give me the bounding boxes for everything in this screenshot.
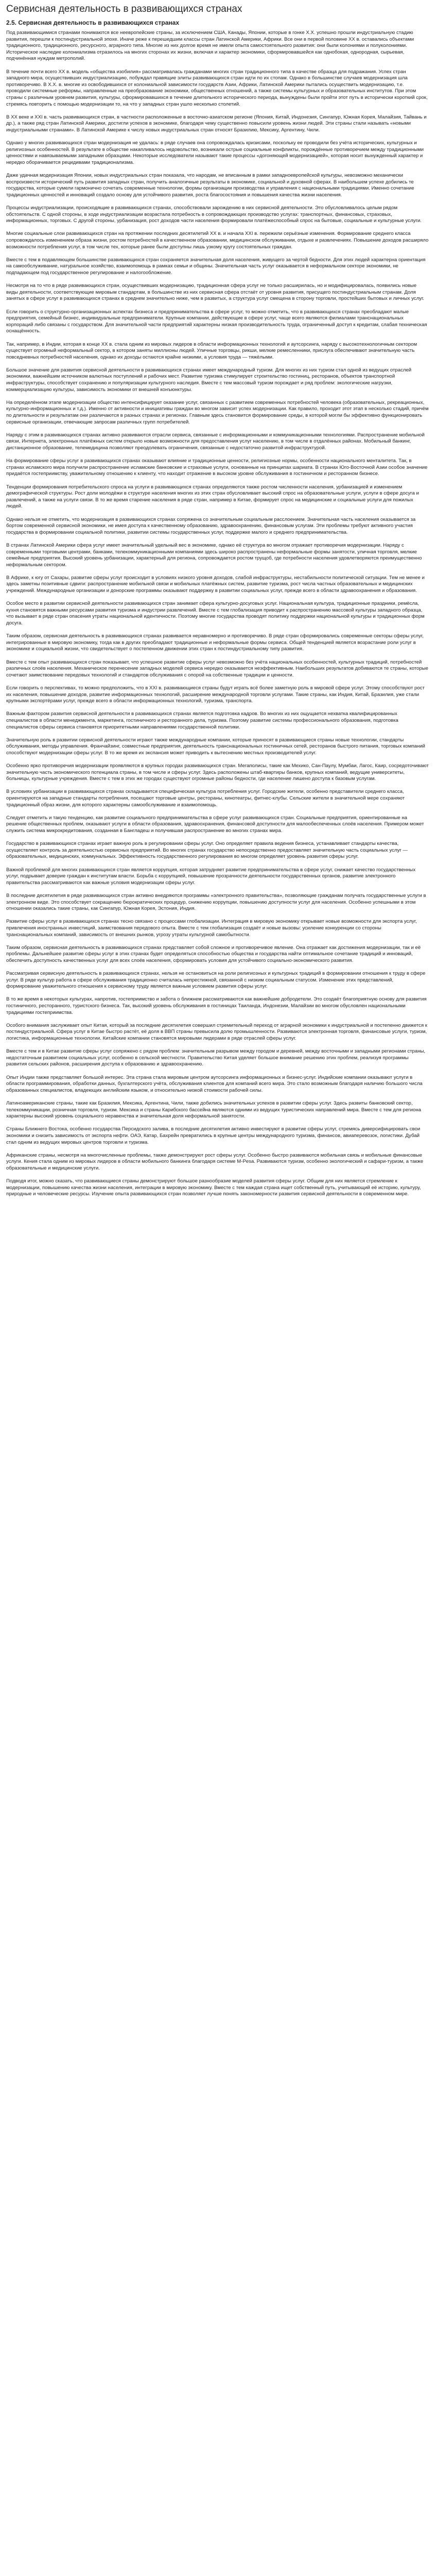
body-paragraph: Процессы индустриализации, происходящие в развивающихся странах, способствовали зарождению в них сервисной деятельности. Это обусловливалось целым рядом обстоятельств. С одной стороны, в ходе индустриализации возрастала потребность в сопровождающих производство услугах: транспортных, финансовых, страховых, информационных, торговых. С другой стороны, урбанизация, рост доходов части населения формировали платёжеспособный спрос на бытовые, социальные и культурные услуги.: [6, 205, 422, 224]
body-paragraph: Рассматривая сервисную деятельность в развивающихся странах, нельзя не остановиться на роли религиозных и культурных традиций в формировании отношения к труду в сфере услуг. В ряде культур работа в сфере обслуживания традиционно считалась непрестижной, связанной с низким социальным статусом. Изменение этих представлений, формирование уважительного отношения к сервисному труду является важным условием развития сферы услуг.: [6, 971, 426, 990]
body-paragraph: В последние десятилетия в ряде развивающихся стран активно внедряются программы «электронного правительства», позволяющие гражданам получать государственные услуги в электронном виде. Это способствует сокращению бюрократических процедур, снижению коррупции, повышению доступности услуг для населения. Особенно успешными в этом отношении оказались такие страны, как Сингапур, Южная Корея, Эстония, Индия.: [6, 892, 426, 912]
body-paragraph: Африканские страны, несмотря на многочисленные проблемы, также демонстрируют рост сферы услуг. Особенно быстро развиваются мобильная связь и мобильные финансовые услуги. Кения стала одним из мировых лидеров в области мобильного банкинга благодаря системе M-Pesa. Развиваются туризм, особенно экологический и сафари-туризм, а также образовательные и медицинские услуги.: [6, 1152, 424, 1171]
body-paragraph: Вместе с тем в подавляющем большинстве развивающихся стран сохраняется значительная доля населения, живущего за чертой бедности. Для этих людей характерна ориентация на самообслуживание, натуральное хозяйство, взаимопомощь в рамках семьи и общины. Значительная часть услуг оказывается в неформальном секторе экономики, не подпадающем под государственное регулирование и налогообложение.: [6, 257, 426, 276]
body-paragraph: Если говорить о перспективах, то можно предположить, что в XXI в. развивающиеся страны будут играть всё более заметную роль в мировой сфере услуг. Этому способствуют рост их населения, повышение доходов, развитие информационных технологий, расширение международной торговли услугами. Такие страны, как Индия, Китай, Бразилия, уже стали крупными экспортёрами услуг, прежде всего в области информационных технологий, туризма, транспорта.: [6, 685, 425, 704]
section-heading: 2.5. Сервисная деятельность в развивающихся странах: [6, 19, 179, 26]
body-paragraph: Вместе с тем и в Китае развитие сферы услуг сопряжено с рядом проблем: значительным разрывом между городом и деревней, между восточными и западными регионами страны, недостаточным развитием социальных услуг, особенно в сельской местности. Правительство Китая уделяет большое внимание решению этих проблем, реализуя программы развития сельских районов, расширения доступа к образованию и здравоохранению.: [6, 1048, 426, 1067]
body-paragraph: Тенденции формирования потребительского спроса на услуги в развивающихся странах определяются также ростом численности населения, урбанизацией и изменением демографической структуры. Рост доли молодёжи в структуре населения многих из этих стран обусловливает высокий спрос на образовательные услуги, услуги в сфере досуга и развлечений, а также на услуги связи. В то же время старение населения в ряде стран, например в Китае, формирует спрос на медицинские и социальные услуги для пожилых людей.: [6, 484, 419, 510]
body-paragraph: Следует отметить и такую тенденцию, как развитие социального предпринимательства в сфере услуг развивающихся стран. Социальные предприятия, ориентированные на решение общественных проблем, оказывают услуги в области образования, здравоохранения, финансовой доступности для малообеспеченных слоёв населения. Примером может служить система микрокредитования, созданная в Бангладеш и получившая распространение во многих странах мира.: [6, 815, 424, 834]
body-paragraph: Если говорить о структурно-организационных аспектах бизнеса и предпринимательства в сфере услуг, то можно отметить, что в развивающихся странах преобладают малые предприятия, семейный бизнес, индивидуальные предприниматели. Крупные компании, действующие в сфере услуг, чаще всего являются филиалами транснациональных корпораций либо связаны с государством. Для значительной части предприятий характерны низкая производительность труда, ограниченный доступ к кредитам, слабая техническая оснащённость.: [6, 309, 427, 334]
body-paragraph: В условиях урбанизации в развивающихся странах складывается специфическая культура потребления услуг. Городские жители, особенно представители среднего класса, ориентируются на западные стандарты потребления, посещают торговые центры, рестораны, кинотеатры, фитнес-клубы. Сельские жители в значительной мере сохраняют традиционный образ жизни, для которого характерны самообслуживание и взаимопомощь.: [6, 789, 405, 808]
body-paragraph: В то же время в некоторых культурах, напротив, гостеприимство и забота о ближнем рассматриваются как важнейшие добродетели. Это создаёт благоприятную основу для развития гостиничного, ресторанного, туристского бизнеса. Так, высокий уровень обслуживания в гостиницах Таиланда, Индонезии, Малайзии во многом обусловлен национальными традициями гостеприимства.: [6, 996, 427, 1015]
article-body: [6, 30, 429, 1198]
body-paragraph: Таким образом, сервисная деятельность в развивающихся странах представляет собой сложное и противоречивое явление. Она отражает как достижения модернизации, так и её проблемы. Дальнейшее развитие сферы услуг в этих странах будет определяться способностью общества и государства найти оптимальное сочетание традиций и инноваций, обеспечить доступность качественных услуг для всех слоёв населения, сформировать условия для устойчивого социально-экономического развития.: [6, 944, 421, 963]
body-paragraph: На формирование сферы услуг в развивающихся странах оказывают влияние и традиционные ценности, религиозные нормы, особенности национального менталитета. Так, в странах исламского мира получили распространение исламские банковские и страховые услуги, основанные на принципах шариата. В странах Юго-Восточной Азии особое значение придаётся гостеприимству, уважительному отношению к клиенту, что находит отражение в высоком уровне обслуживания в гостиничном и ресторанном бизнесе.: [6, 458, 428, 477]
body-paragraph: Даже удачная модернизация Японии, новых индустриальных стран показала, что народам, не вписанным в рамки западноевропейской культуры, невозможно механически воспроизвести исторический путь развития западных стран, получить аналогичные результаты в экономике, социальной и духовной сферах. В наибольшем успехе добились те государства, которые сумели гармонично сочетать современные технологии, формы организации производства и управления с национальными традициями. Именно сочетание традиционных ценностей и инноваций создало основу для устойчивого развития, роста благосостояния и повышения качества жизни населения.: [6, 173, 414, 198]
body-paragraph: На определённом этапе модернизации общество интенсифицирует оказание услуг, связанных с развитием современных потребностей человека (образовательных, рекреационных, культурно-информационных и т.д.). Именно от активности и инициативы граждан во многом зависит успех модернизации. Как правило, проходит этот этап в несколько стадий, причём по длительности и результатам они различаются в разных странах и регионах. Главным здесь становится формирование среды, в которой могли бы эффективно функционировать сервисные организации, отвечающие запросам различных групп потребителей.: [6, 399, 429, 425]
body-paragraph: Наряду с этим в развивающихся странах активно развиваются отрасли сервиса, связанные с информационными и коммуникационными технологиями. Распространение мобильной связи, Интернета, электронных платёжных систем открыло новые возможности для предоставления услуг населению, в том числе в отдалённых районах. Мобильный банкинг, дистанционное образование, телемедицина позволяют преодолевать ограничения, связанные с недостаточно развитой инфраструктурой.: [6, 432, 425, 451]
body-paragraph: В ХХ веке и ХХI в. часть развивающихся стран, в частности расположенные в восточно-азиатском регионе (Япония, Китай, Индонезия, Сингапур, Южная Корея, Малайзия, Тайвань и др.), а также ряд стран Латинской Америки, достигли успехов в экономике, благодаря чему существенно повысили уровень жизни людей. Эти страны стали называть «новыми индустриальными странами». В Латинской Америке к числу новых индустриальных стран относят Бразилию, Мексику, Аргентину, Чили.: [6, 114, 427, 133]
body-paragraph: Таким образом, сервисная деятельность в развивающихся странах развивается неравномерно и противоречиво. В ряде стран сформировались современные секторы сферы услуг, интегрированные в мировую экономику, тогда как в других преобладают традиционные и неформальные формы сервиса. Общей тенденцией является возрастание роли услуг в экономике и социальной жизни, что свидетельствует о постепенном движении этих стран к постиндустриальному типу развития.: [6, 633, 424, 652]
body-paragraph: В Африке, к югу от Сахары, развитие сферы услуг происходит в условиях низкого уровня доходов, слабой инфраструктуры, нестабильности политической ситуации. Тем не менее и здесь заметны позитивные сдвиги: распространение мобильной связи и мобильных платёжных систем, развитие туризма, рост числа частных образовательных и медицинских учреждений. Международные организации и донорские программы оказывают поддержку в развитии социальных услуг, прежде всего в области здравоохранения и образования.: [6, 574, 425, 594]
document-page: [0, 0, 436, 1203]
body-paragraph: Однако у многих развивающихся стран модернизация не удалась: в ряде случаев она сопровождалась кризисами, поскольку ее проводили без учёта исторических, культурных и религиозных особенностей. В результате в обществе накапливалось недовольство, возникали острые социальные конфликты, порождённые противоречием между традиционными ценностями и навязываемыми западными образцами. Некоторые исследователи называют такие процессы «догоняющей модернизацией», которая носит вынужденный характер и нередко оборачивается рецидивами традиционализма.: [6, 140, 424, 165]
body-paragraph: Особенно ярко противоречия модернизации проявляются в крупных городах развивающихся стран. Мегаполисы, такие как Мехико, Сан-Паулу, Мумбаи, Лагос, Каир, сосредоточивают значительную часть экономического потенциала страны, в том числе и сферы услуг. Здесь расположены штаб-квартиры банков, крупных компаний, ведущие университеты, больницы, культурные учреждения. Вместе с тем в этих же городах существуют огромные районы бедности, где население лишено доступа к базовым услугам.: [6, 763, 429, 782]
body-paragraph: Под развивающимися странами понимаются все неевропейские страны, за исключением США, Канады, Японии, которые в гонке Х.Х. успешно прошли индустриальную стадию развития, перешли к постиндустриальной эпохе. Иначе реже к перешедшим классы стран Латинской Америки, Африки. Все они в первой половине ХХ в. оставались объектами традиционного, традиционного, ресурсного, аграрного типа. Многие из них долгое время не имели опыта самостоятельного развития: они были колониями и полуколониями. Историческое наследие колониализма отразилось на многих сторонах их жизни, включая и характер экономики, сформировавшейся как однобокая, однородная, сырьевая, подчинённая нуждам метрополий.: [6, 30, 414, 62]
body-paragraph: Так, например, в Индии, которая в конце ХХ в. стала одним из мировых лидеров в области информационных технологий и аутсорсинга, наряду с высокотехнологичным сектором существует огромный неформальный сектор, в котором заняты миллионы людей. Уличные торговцы, рикши, мелкие ремесленники, прислуга обеспечивают значительную часть повседневных потребностей населения, однако их доходы остаются крайне низкими, а условия труда — тяжёлыми.: [6, 341, 417, 360]
body-paragraph: В странах Латинской Америки сфера услуг имеет значительный удельный вес в экономике, однако её структура во многом отражает противоречия модернизации. Наряду с современными торговыми центрами, банками, телекоммуникационными компаниями здесь широко распространены неформальные формы занятости, уличная торговля, мелкие семейные предприятия. Высокий уровень урбанизации, характерный для региона, сопровождается ростом трущоб, где потребности населения удовлетворяются преимущественно неформальным сектором.: [6, 542, 422, 568]
body-paragraph: Страны Ближнего Востока, особенно государства Персидского залива, в последние десятилетия активно инвестируют в развитие сферы услуг, стремясь диверсифицировать свои экономики и снизить зависимость от экспорта нефти. ОАЭ, Катар, Бахрейн превратились в крупные центры международного туризма, финансов, авиаперевозок, логистики. Дубай стал одним из ведущих мировых центров торговли и туризма.: [6, 1126, 421, 1145]
body-paragraph: Особое место в развитии сервисной деятельности развивающихся стран занимает сфера культурно-досуговых услуг. Национальная культура, традиционные праздники, ремёсла, кухня становятся важными ресурсами развития туризма и индустрии развлечений. Вместе с тем глобализация приводит к распространению массовой культуры западного образца, что вызывает в ряде стран опасения утраты национальной идентичности. Поэтому многие государства проводят политику поддержки национальной культуры и традиционных форм досуга.: [6, 601, 425, 626]
body-paragraph: Подводя итог, можно сказать, что развивающиеся страны демонстрируют большое разнообразие моделей развития сферы услуг. Общим для них является стремление к модернизации, повышению качества жизни населения, интеграции в мировую экономику. Вместе с тем каждая страна ищет собственный путь, учитывающий её историю, культуру, природные и человеческие ресурсы. Изучение опыта развивающихся стран позволяет лучше понять закономерности развития сервисной деятельности в современном мире.: [6, 1178, 421, 1197]
body-paragraph: В течение почти всего ХХ в. модель «общества изобилия» рассматривалась гражданами многих стран традиционного типа в качестве образца для подражания. Успех стран западного мира, осуществивших индустриализацию, побуждал правящие элиты развивающихся стран идти по их стопам. Однако в большинстве случаев модернизация шла противоречиво. В Х.Х. в. многие из освободившихся от колониальной зависимости государств Азии, Африки, Латинской Америки пытались осуществить модернизацию, т.е. проводили системные реформы, направленные на преобразование экономики, общественных отношений, а также системы культурных и образовательных институтов. При этом страны с различным уровнем развития, культуры, сформировавшихся в течение длительного исторического периода, вынуждены были пройти этот путь в исторически короткий срок, стремясь повторить с помощью модернизации то, на что у западных стран ушло несколько столетий.: [6, 69, 428, 107]
body-paragraph: Опыт Индии также представляет большой интерес. Эта страна стала мировым центром аутсорсинга информационных и бизнес-услуг. Индийские компании оказывают услуги в области программирования, обработки данных, бухгалтерского учёта, обслуживания клиентов для компаний всего мира. Это стало возможным благодаря наличию большого числа образованных специалистов, владеющих английским языком, и относительно низкой стоимости рабочей силы.: [6, 1074, 423, 1093]
body-paragraph: Значительную роль в развитии сервисной деятельности играют также международные компании, которые приносят в развивающиеся страны новые технологии, стандарты обслуживания, методы управления. Франчайзинг, совместные предприятия, деятельность транснациональных гостиничных сетей, ресторанов быстрого питания, торговых компаний способствуют модернизации сферы услуг. В то же время их экспансия может приводить к вытеснению местных производителей услуг.: [6, 737, 425, 756]
body-paragraph: Государство в развивающихся странах играет важную роль в регулировании сферы услуг. Оно определяет правила ведения бизнеса, устанавливает стандарты качества, осуществляет контроль за деятельностью сервисных предприятий. Во многих странах государство непосредственно предоставляет значительную часть социальных услуг — образовательных, медицинских, коммунальных. Эффективность государственного регулирования во многом определяет уровень развития сферы услуг.: [6, 841, 408, 860]
body-paragraph: Несмотря на то что в ряде развивающихся стран, осуществивших модернизацию, традиционная сфера услуг не только расширилась, но и модифицировалась, появились новые виды деятельности, соответствующие мировым стандартам, в большинстве из них сервисная сфера отстаёт от уровня развития, присущего постиндустриальным странам. Доля занятых в сфере услуг в развивающихся странах в среднем значительно ниже, чем в развитых, а структура услуг смещена в сторону торговли, простейших бытовых и личных услуг.: [6, 283, 424, 302]
body-paragraph: Важным фактором развития сервисной деятельности в развивающихся странах является подготовка кадров. Во многих из них ощущается нехватка квалифицированных специалистов в области менеджмента, маркетинга, гостиничного и ресторанного дела, туризма. Поэтому развитие системы профессионального образования, подготовка специалистов сферы сервиса становятся приоритетными направлениями государственной политики.: [6, 711, 398, 730]
body-paragraph: Особого внимания заслуживает опыт Китая, который за последние десятилетия совершил стремительный переход от аграрной экономики к индустриальной и постепенно движется к постиндустриальной. Сфера услуг в Китае быстро растёт, её доля в ВВП страны превысила долю промышленности. Развиваются электронная торговля, финансовые услуги, туризм, логистика, информационные технологии. Китайские компании становятся мировыми лидерами в ряде отраслей сферы услуг.: [6, 1022, 428, 1042]
body-paragraph: Большое значение для развития сервисной деятельности в развивающихся странах имеет международный туризм. Для многих из них туризм стал одной из ведущих отраслей экономики, важнейшим источником валютных поступлений и рабочих мест. Развитие туризма стимулирует строительство гостиниц, ресторанов, объектов транспортной инфраструктуры, способствует сохранению и популяризации культурного наследия. Вместе с тем массовый туризм порождает и ряд проблем: экологические нагрузки, коммерциализацию культуры, зависимость экономики от внешней конъюнктуры.: [6, 367, 412, 393]
body-paragraph: Развитие сферы услуг в развивающихся странах тесно связано с процессами глобализации. Интеграция в мировую экономику открывает новые возможности для экспорта услуг, привлечения иностранных инвестиций, заимствования передового опыта. Вместе с тем глобализация создаёт и новые вызовы: усиление конкуренции со стороны транснациональных компаний, зависимость от внешних рынков, угрозу утраты культурной самобытности.: [6, 919, 417, 938]
page-title: Сервисная деятельность в развивающихся странах: [6, 4, 242, 14]
body-paragraph: Многие социальные слои развивающихся стран на протяжении последних десятилетий ХХ в. и начала ХХI в. пережили серьёзные изменения. Формирование среднего класса сопровождалось изменением образа жизни, ростом потребностей в качественном образовании, медицинском обслуживании, отдыхе и развлечениях. Повышение доходов расширяло возможности потребления услуг, в том числе тех, которые ранее были доступны лишь узкому кругу состоятельных граждан.: [6, 231, 429, 250]
body-paragraph: Вместе с тем опыт развивающихся стран показывает, что успешное развитие сферы услуг невозможно без учёта национальных особенностей, культурных традиций, потребностей различных слоёв населения. Механическое перенесение западных моделей сервиса нередко оказывается неэффективным. Наибольших результатов добиваются те страны, которые сочетают заимствование передовых технологий и стандартов обслуживания с опорой на собственные традиции и ценности.: [6, 659, 428, 678]
body-paragraph: Латиноамериканские страны, такие как Бразилия, Мексика, Аргентина, Чили, также добились значительных успехов в развитии сферы услуг. Здесь развиты банковский сектор, телекоммуникации, розничная торговля, туризм. Мексика и страны Карибского бассейна являются одними из ведущих туристических направлений мира. Вместе с тем для региона характерны высокий уровень социального неравенства и значительная доля неформальной занятости.: [6, 1100, 421, 1120]
body-paragraph: Важной проблемой для многих развивающихся стран является коррупция, которая затрудняет развитие предпринимательства в сфере услуг, снижает качество государственных услуг, подрывает доверие граждан к институтам власти. Борьба с коррупцией, повышение прозрачности деятельности государственных органов, развитие электронного правительства рассматриваются как важные условия модернизации сферы услуг.: [6, 867, 416, 886]
body-paragraph: Однако нельзя не отметить, что модернизация в развивающихся странах сопряжена со значительным социальным расслоением. Значительная часть населения оказывается за бортом современной сервисной экономики, не имея доступа к качественному образованию, здравоохранению, финансовым услугам. Эти проблемы требуют активного участия государства в формировании социальной политики, развитии системы государственных услуг, поддержке малого и среднего предпринимательства.: [6, 516, 416, 535]
